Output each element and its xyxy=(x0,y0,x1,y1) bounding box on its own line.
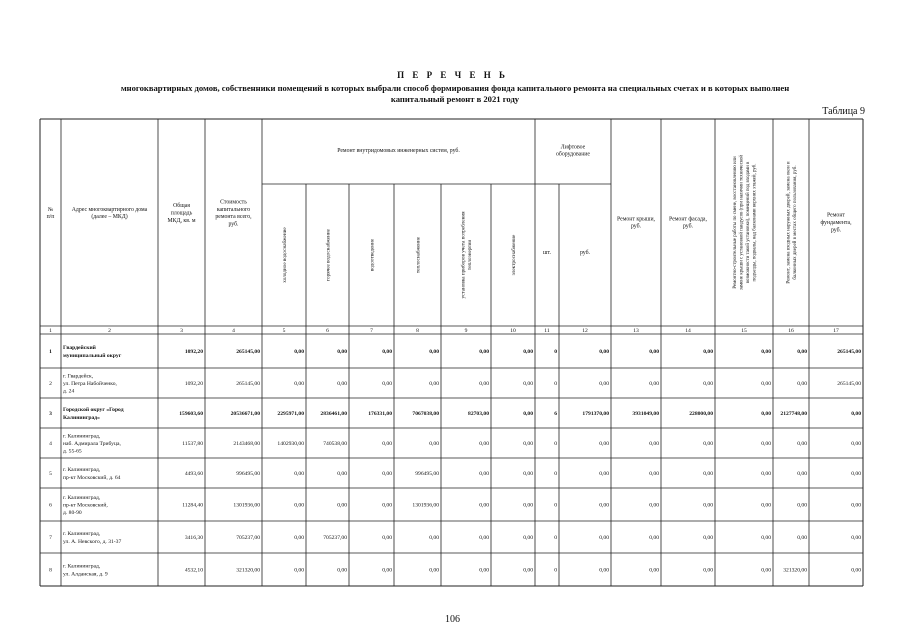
row-value: 1301936,00 xyxy=(412,502,439,509)
row-value: 0,00 xyxy=(337,502,347,509)
row-value: 7067038,00 xyxy=(412,410,439,417)
header-foundation: Ремонт фундамента, руб. xyxy=(820,212,852,234)
row-value: 0,00 xyxy=(479,534,489,541)
header-lift: Лифтовое оборудование xyxy=(556,144,590,158)
row-value: 0,00 xyxy=(479,348,489,355)
header-lift-rub: руб. xyxy=(579,250,591,257)
row-value: 82703,00 xyxy=(468,410,489,417)
row-value: 996495,00 xyxy=(236,470,260,477)
header-construction: Ремонтно-строительные работы по смене, восстановлению илизамене крыши с установкой пандусов (при наличии техническойвозможности такой установки), помещений под входами вподъезды, подвалы, над балконами верхних этажей, руб. xyxy=(733,154,758,291)
row-value: 0,00 xyxy=(851,567,861,574)
header-cold-water: холодное водоснабжение xyxy=(281,227,288,283)
row-value: 0,00 xyxy=(382,440,392,447)
row-value: 228000,00 xyxy=(689,410,713,417)
row-value: 2127748,00 xyxy=(780,410,807,417)
row-value: 0 xyxy=(554,534,557,541)
row-value: 0,00 xyxy=(382,348,392,355)
row-value: 2143468,00 xyxy=(233,440,260,447)
row-value: 0,00 xyxy=(523,410,533,417)
row-value: 1301936,00 xyxy=(233,502,260,509)
row-value: 265145,00 xyxy=(236,348,260,355)
row-value: 0,00 xyxy=(797,380,807,387)
row-value: 11284,40 xyxy=(182,502,203,509)
row-value: 2836461,00 xyxy=(320,410,347,417)
row-number: 3 xyxy=(49,410,52,417)
row-value: 0,00 xyxy=(649,348,659,355)
row-value: 0,00 xyxy=(337,380,347,387)
row-value: 0,00 xyxy=(599,470,609,477)
row-value: 159603,60 xyxy=(179,410,203,417)
header-facade: Ремонт фасада, руб. xyxy=(669,216,707,230)
row-address: г. Калининград, ул. Алданская, д. 9 xyxy=(63,563,108,578)
row-value: 1092,20 xyxy=(184,380,203,387)
column-number: 9 xyxy=(464,327,468,334)
row-value: 0,00 xyxy=(294,348,304,355)
row-value: 6 xyxy=(554,410,557,417)
row-value: 0,00 xyxy=(523,567,533,574)
row-value: 3931049,00 xyxy=(632,410,659,417)
row-value: 0,00 xyxy=(797,534,807,541)
row-value: 0,00 xyxy=(649,502,659,509)
row-address: Гвардейский муниципальный округ xyxy=(63,345,122,359)
column-number: 7 xyxy=(370,327,373,334)
row-value: 321320,00 xyxy=(783,567,807,574)
row-value: 996495,00 xyxy=(415,470,439,477)
row-number: 7 xyxy=(49,534,52,541)
header-cost: Стоимость капитального ремонта всего, руб. xyxy=(215,199,252,228)
row-value: 0,00 xyxy=(703,440,713,447)
row-value: 0,00 xyxy=(294,534,304,541)
row-value: 0,00 xyxy=(599,567,609,574)
header-num: № п/п xyxy=(46,206,55,221)
row-value: 0 xyxy=(554,440,557,447)
row-value: 0,00 xyxy=(523,502,533,509)
row-value: 0,00 xyxy=(649,534,659,541)
row-number: 8 xyxy=(49,567,52,574)
table-label: Таблица 9 xyxy=(822,106,865,117)
column-number: 4 xyxy=(232,327,235,334)
row-value: 0,00 xyxy=(337,567,347,574)
row-value: 0,00 xyxy=(382,502,392,509)
column-number: 2 xyxy=(108,327,111,334)
header-roof: Ремонт крыши, руб. xyxy=(617,216,655,230)
header-engineering: Ремонт внутридомовых инженерных систем, руб. xyxy=(337,148,460,155)
header-heating: теплоснабжение xyxy=(415,236,422,274)
row-value: 0,00 xyxy=(649,380,659,387)
row-number: 2 xyxy=(49,380,52,387)
column-number: 10 xyxy=(510,327,516,334)
row-value: 0,00 xyxy=(851,470,861,477)
row-value: 0,00 xyxy=(703,502,713,509)
column-number: 16 xyxy=(788,327,794,334)
row-value: 0,00 xyxy=(523,440,533,447)
row-value: 0,00 xyxy=(599,440,609,447)
row-value: 0,00 xyxy=(382,470,392,477)
row-value: 0,00 xyxy=(429,348,439,355)
row-value: 0,00 xyxy=(523,470,533,477)
row-value: 0,00 xyxy=(797,348,807,355)
row-value: 0,00 xyxy=(851,410,861,417)
column-number: 15 xyxy=(741,327,747,334)
row-value: 11537,80 xyxy=(182,440,203,447)
column-number: 8 xyxy=(416,327,419,334)
document-title: П Е Р Е Ч Е Н Ь xyxy=(397,70,508,80)
row-value: 0 xyxy=(554,567,557,574)
row-value: 0,00 xyxy=(703,534,713,541)
row-value: 0,00 xyxy=(599,534,609,541)
row-value: 0,00 xyxy=(649,440,659,447)
row-value: 0,00 xyxy=(479,567,489,574)
row-address: Городской округ «Город Калининград» xyxy=(63,407,124,421)
column-number: 1 xyxy=(49,327,52,334)
row-value: 0,00 xyxy=(382,380,392,387)
row-number: 1 xyxy=(49,348,52,355)
subtitle-line-2: капитальный ремонт в 2021 году xyxy=(390,94,520,104)
row-value: 0,00 xyxy=(761,348,771,355)
row-value: 0,00 xyxy=(761,567,771,574)
row-value: 0,00 xyxy=(851,534,861,541)
row-value: 0,00 xyxy=(649,470,659,477)
row-value: 0 xyxy=(554,380,557,387)
row-value: 0,00 xyxy=(761,410,771,417)
row-value: 0,00 xyxy=(649,567,659,574)
column-number: 13 xyxy=(633,327,639,334)
header-area: Общая площадь МКД, кв. м xyxy=(167,203,196,224)
row-value: 705237,00 xyxy=(236,534,260,541)
header-electricity: электроснабжение xyxy=(510,234,517,276)
header-doors: Ремонт, замена входных наружных дверей, замена окон и балконных дверей в местах общего пользования, руб. xyxy=(786,161,799,284)
row-value: 3416,30 xyxy=(184,534,203,541)
row-value: 2295971,00 xyxy=(277,410,304,417)
row-value: 0,00 xyxy=(797,440,807,447)
row-value: 1402930,00 xyxy=(277,440,304,447)
row-value: 0,00 xyxy=(761,380,771,387)
row-value: 1791370,00 xyxy=(582,410,609,417)
row-value: 265145,00 xyxy=(236,380,260,387)
header-meters: установка приборов учета потреблениятеплоэнергии xyxy=(460,211,474,299)
column-number: 6 xyxy=(326,327,329,334)
header-sewerage: водоотведение xyxy=(369,238,376,272)
column-number: 3 xyxy=(180,327,183,334)
column-number: 11 xyxy=(544,327,550,334)
row-value: 0,00 xyxy=(429,380,439,387)
row-address: г. Калининград, пр-кт Московский, д. 80-90 xyxy=(63,494,108,517)
row-number: 5 xyxy=(49,470,52,477)
column-number: 14 xyxy=(685,327,691,334)
row-value: 20536671,00 xyxy=(230,410,260,417)
header-lift-units: шт. xyxy=(542,250,552,257)
row-address: г. Калининград, пр-кт Московский, д. 64 xyxy=(63,467,121,481)
row-address: г. Калининград, ул. А. Невского, д. 31-37 xyxy=(63,531,122,545)
row-value: 0,00 xyxy=(523,380,533,387)
row-value: 176331,00 xyxy=(368,410,392,417)
column-number: 5 xyxy=(282,327,286,334)
column-number: 17 xyxy=(833,327,839,334)
row-value: 0,00 xyxy=(294,380,304,387)
row-value: 0 xyxy=(554,502,557,509)
row-value: 265145,00 xyxy=(837,348,861,355)
row-value: 0,00 xyxy=(429,440,439,447)
row-value: 0,00 xyxy=(479,502,489,509)
row-value: 0,00 xyxy=(337,470,347,477)
row-value: 0,00 xyxy=(294,502,304,509)
row-value: 0 xyxy=(554,348,557,355)
row-value: 0,00 xyxy=(761,440,771,447)
row-value: 4532,10 xyxy=(184,567,203,574)
row-value: 0,00 xyxy=(703,470,713,477)
row-value: 0,00 xyxy=(599,348,609,355)
row-value: 0,00 xyxy=(851,502,861,509)
row-value: 0,00 xyxy=(479,380,489,387)
row-value: 0,00 xyxy=(761,470,771,477)
row-number: 6 xyxy=(49,502,52,509)
row-value: 0,00 xyxy=(703,380,713,387)
header-hot-water: горячее водоснабжение xyxy=(325,229,332,281)
row-value: 0,00 xyxy=(761,502,771,509)
row-value: 0,00 xyxy=(703,567,713,574)
row-value: 0,00 xyxy=(479,440,489,447)
column-number: 12 xyxy=(582,327,588,334)
row-value: 0,00 xyxy=(429,567,439,574)
row-value: 0,00 xyxy=(523,348,533,355)
row-address: г. Калининград, наб. Адмирала Трибуца, д. 55-65 xyxy=(63,433,121,455)
row-value: 0,00 xyxy=(382,534,392,541)
row-value: 4493,60 xyxy=(184,470,203,477)
row-value: 0,00 xyxy=(761,534,771,541)
row-value: 265145,00 xyxy=(837,380,861,387)
row-value: 0,00 xyxy=(294,567,304,574)
row-value: 0,00 xyxy=(479,470,489,477)
row-value: 0,00 xyxy=(523,534,533,541)
row-number: 4 xyxy=(49,440,52,447)
row-address: г. Гвардейск, ул. Петра Набойченко, д. 24 xyxy=(63,373,117,395)
row-value: 0,00 xyxy=(703,348,713,355)
row-value: 0,00 xyxy=(337,348,347,355)
row-value: 705237,00 xyxy=(323,534,347,541)
row-value: 740538,00 xyxy=(323,440,347,447)
header-address: Адрес многоквартирного дома (далее – МКД) xyxy=(71,206,148,221)
row-value: 321320,00 xyxy=(236,567,260,574)
page-number: 106 xyxy=(445,614,460,625)
row-value: 0,00 xyxy=(599,502,609,509)
row-value: 0 xyxy=(554,470,557,477)
row-value: 0,00 xyxy=(294,470,304,477)
row-value: 0,00 xyxy=(851,440,861,447)
subtitle-line-1: многоквартирных домов, собственники помещений в которых выбрали способ формирования фонда капитального ремонта на специальных счетах и в которых выполнен xyxy=(120,83,790,93)
row-value: 0,00 xyxy=(429,534,439,541)
row-value: 0,00 xyxy=(382,567,392,574)
row-value: 0,00 xyxy=(599,380,609,387)
row-value: 1092,20 xyxy=(184,348,203,355)
row-value: 0,00 xyxy=(797,502,807,509)
row-value: 0,00 xyxy=(797,470,807,477)
